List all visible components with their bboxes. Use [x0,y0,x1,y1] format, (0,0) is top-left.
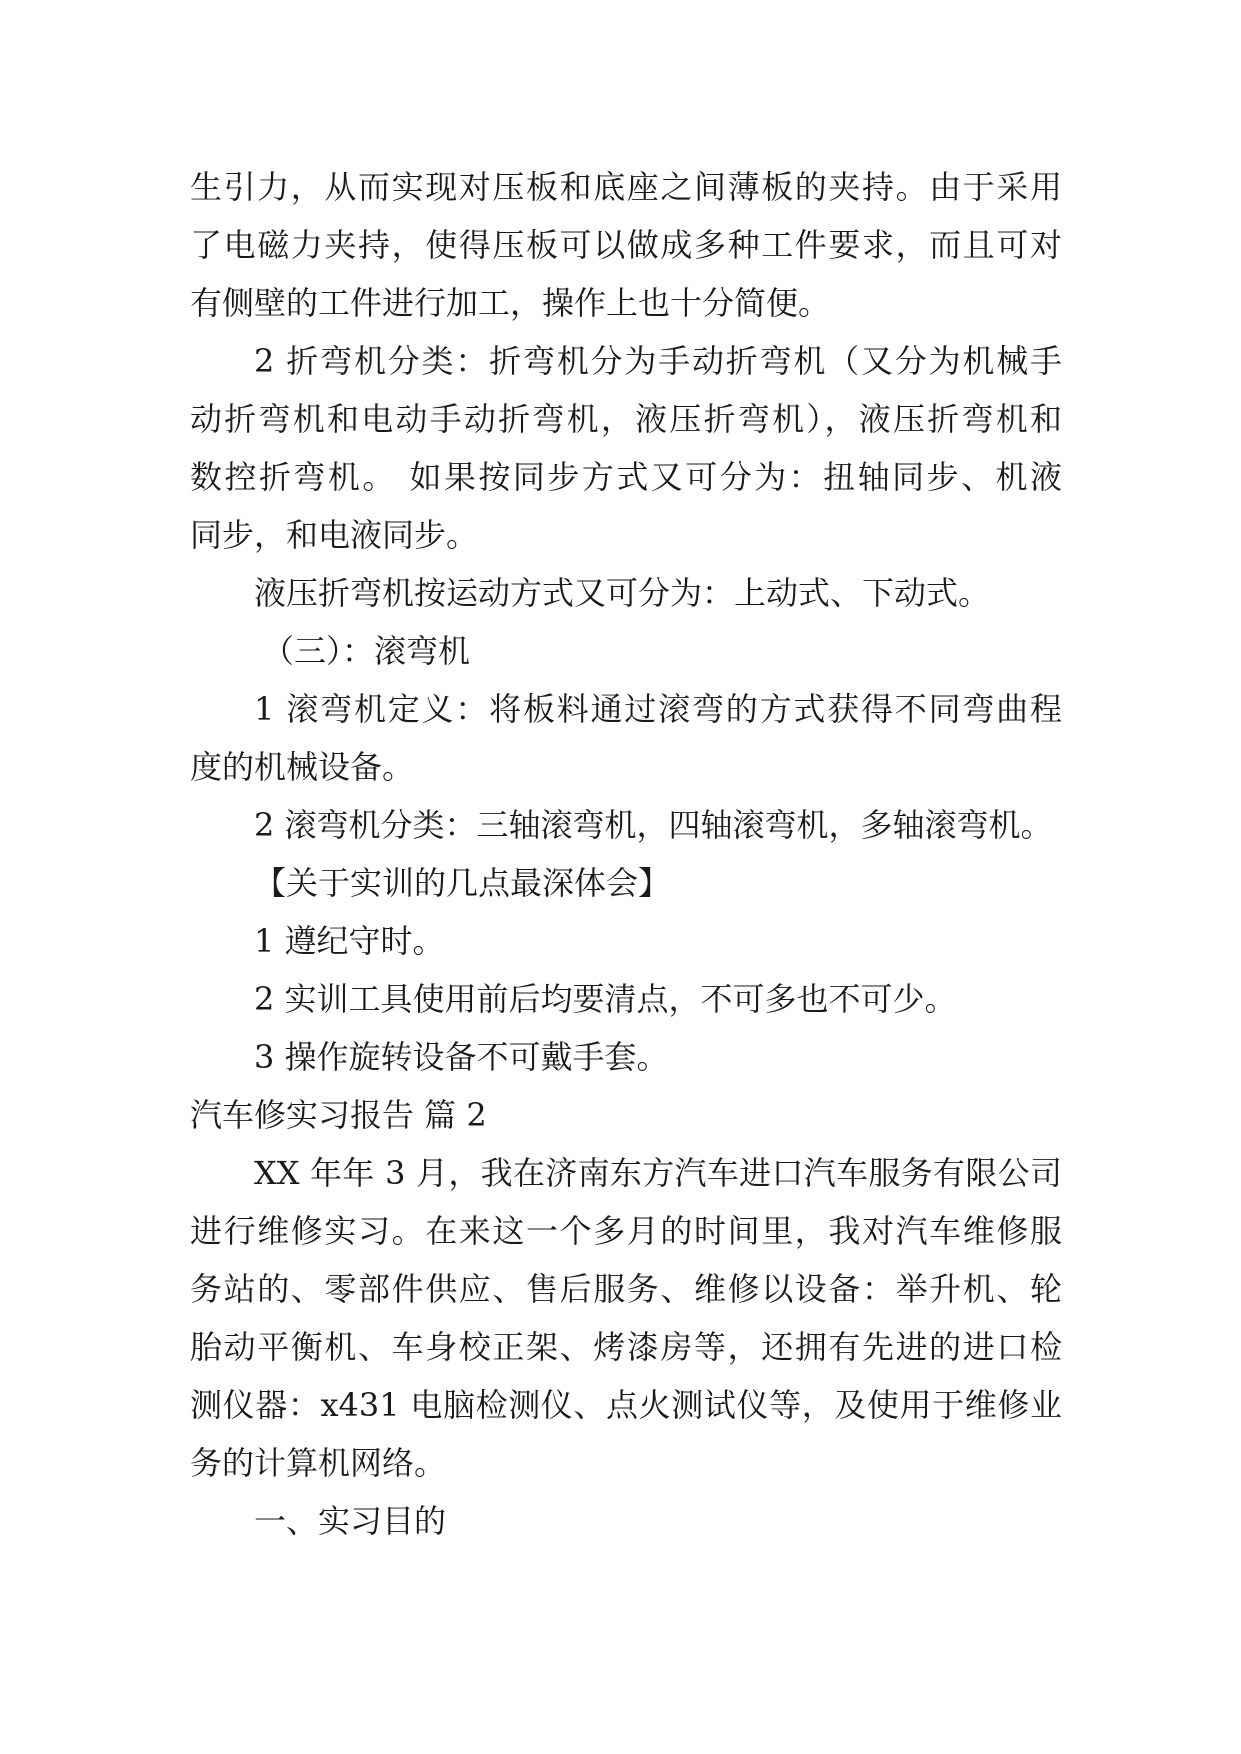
paragraph-line: 测仪器：x431 电脑检测仪、点火测试仪等，及使用于维修业 [190,1386,1062,1424]
paragraph-line: 有侧壁的工件进行加工，操作上也十分简便。 [190,284,831,322]
paragraph-line: 务站的、零部件供应、售后服务、维修以设备：举升机、轮 [190,1270,1062,1308]
paragraph-line: 胎动平衡机、车身校正架、烤漆房等，还拥有先进的进口检 [190,1328,1062,1366]
list-item: 2 实训工具使用前后均要清点，不可多也不可少。 [254,980,957,1018]
paragraph-line: 数控折弯机。 如果按同步方式又可分为：扭轴同步、机液 [190,458,1062,496]
section-heading: 一、实习目的 [254,1502,447,1540]
paragraph-line: 1 滚弯机定义：将板料通过滚弯的方式获得不同弯曲程 [254,690,1062,728]
paragraph-line: 2 折弯机分类：折弯机分为手动折弯机（又分为机械手 [254,342,1062,380]
paragraph-line: 同步，和电液同步。 [190,516,479,554]
list-item: 3 操作旋转设备不可戴手套。 [254,1038,669,1076]
paragraph-line: 液压折弯机按运动方式又可分为：上动式、下动式。 [254,574,991,612]
paragraph-line: 务的计算机网络。 [190,1444,447,1482]
section-heading: （三）：滚弯机 [262,632,471,670]
paragraph-line: 进行维修实习。在来这一个多月的时间里，我对汽车维修服 [190,1212,1062,1250]
paragraph-line: 生引力，从而实现对压板和底座之间薄板的夹持。由于采用 [190,168,1062,206]
paragraph-line: 2 滚弯机分类：三轴滚弯机，四轴滚弯机，多轴滚弯机。 [254,806,1053,844]
paragraph-line: 了电磁力夹持，使得压板可以做成多种工件要求，而且可对 [190,226,1062,264]
document-body [190,158,1062,1550]
article-title: 汽车修实习报告 篇 2 [190,1096,487,1134]
paragraph-line: 动折弯机和电动手动折弯机，液压折弯机），液压折弯机和 [190,400,1062,438]
paragraph-line: XX 年年 3 月，我在济南东方汽车进口汽车服务有限公司 [254,1154,1062,1192]
section-heading: 【关于实训的几点最深体会】 [254,864,671,902]
paragraph-line: 度的机械设备。 [190,748,415,786]
list-item: 1 遵纪守时。 [254,922,445,960]
